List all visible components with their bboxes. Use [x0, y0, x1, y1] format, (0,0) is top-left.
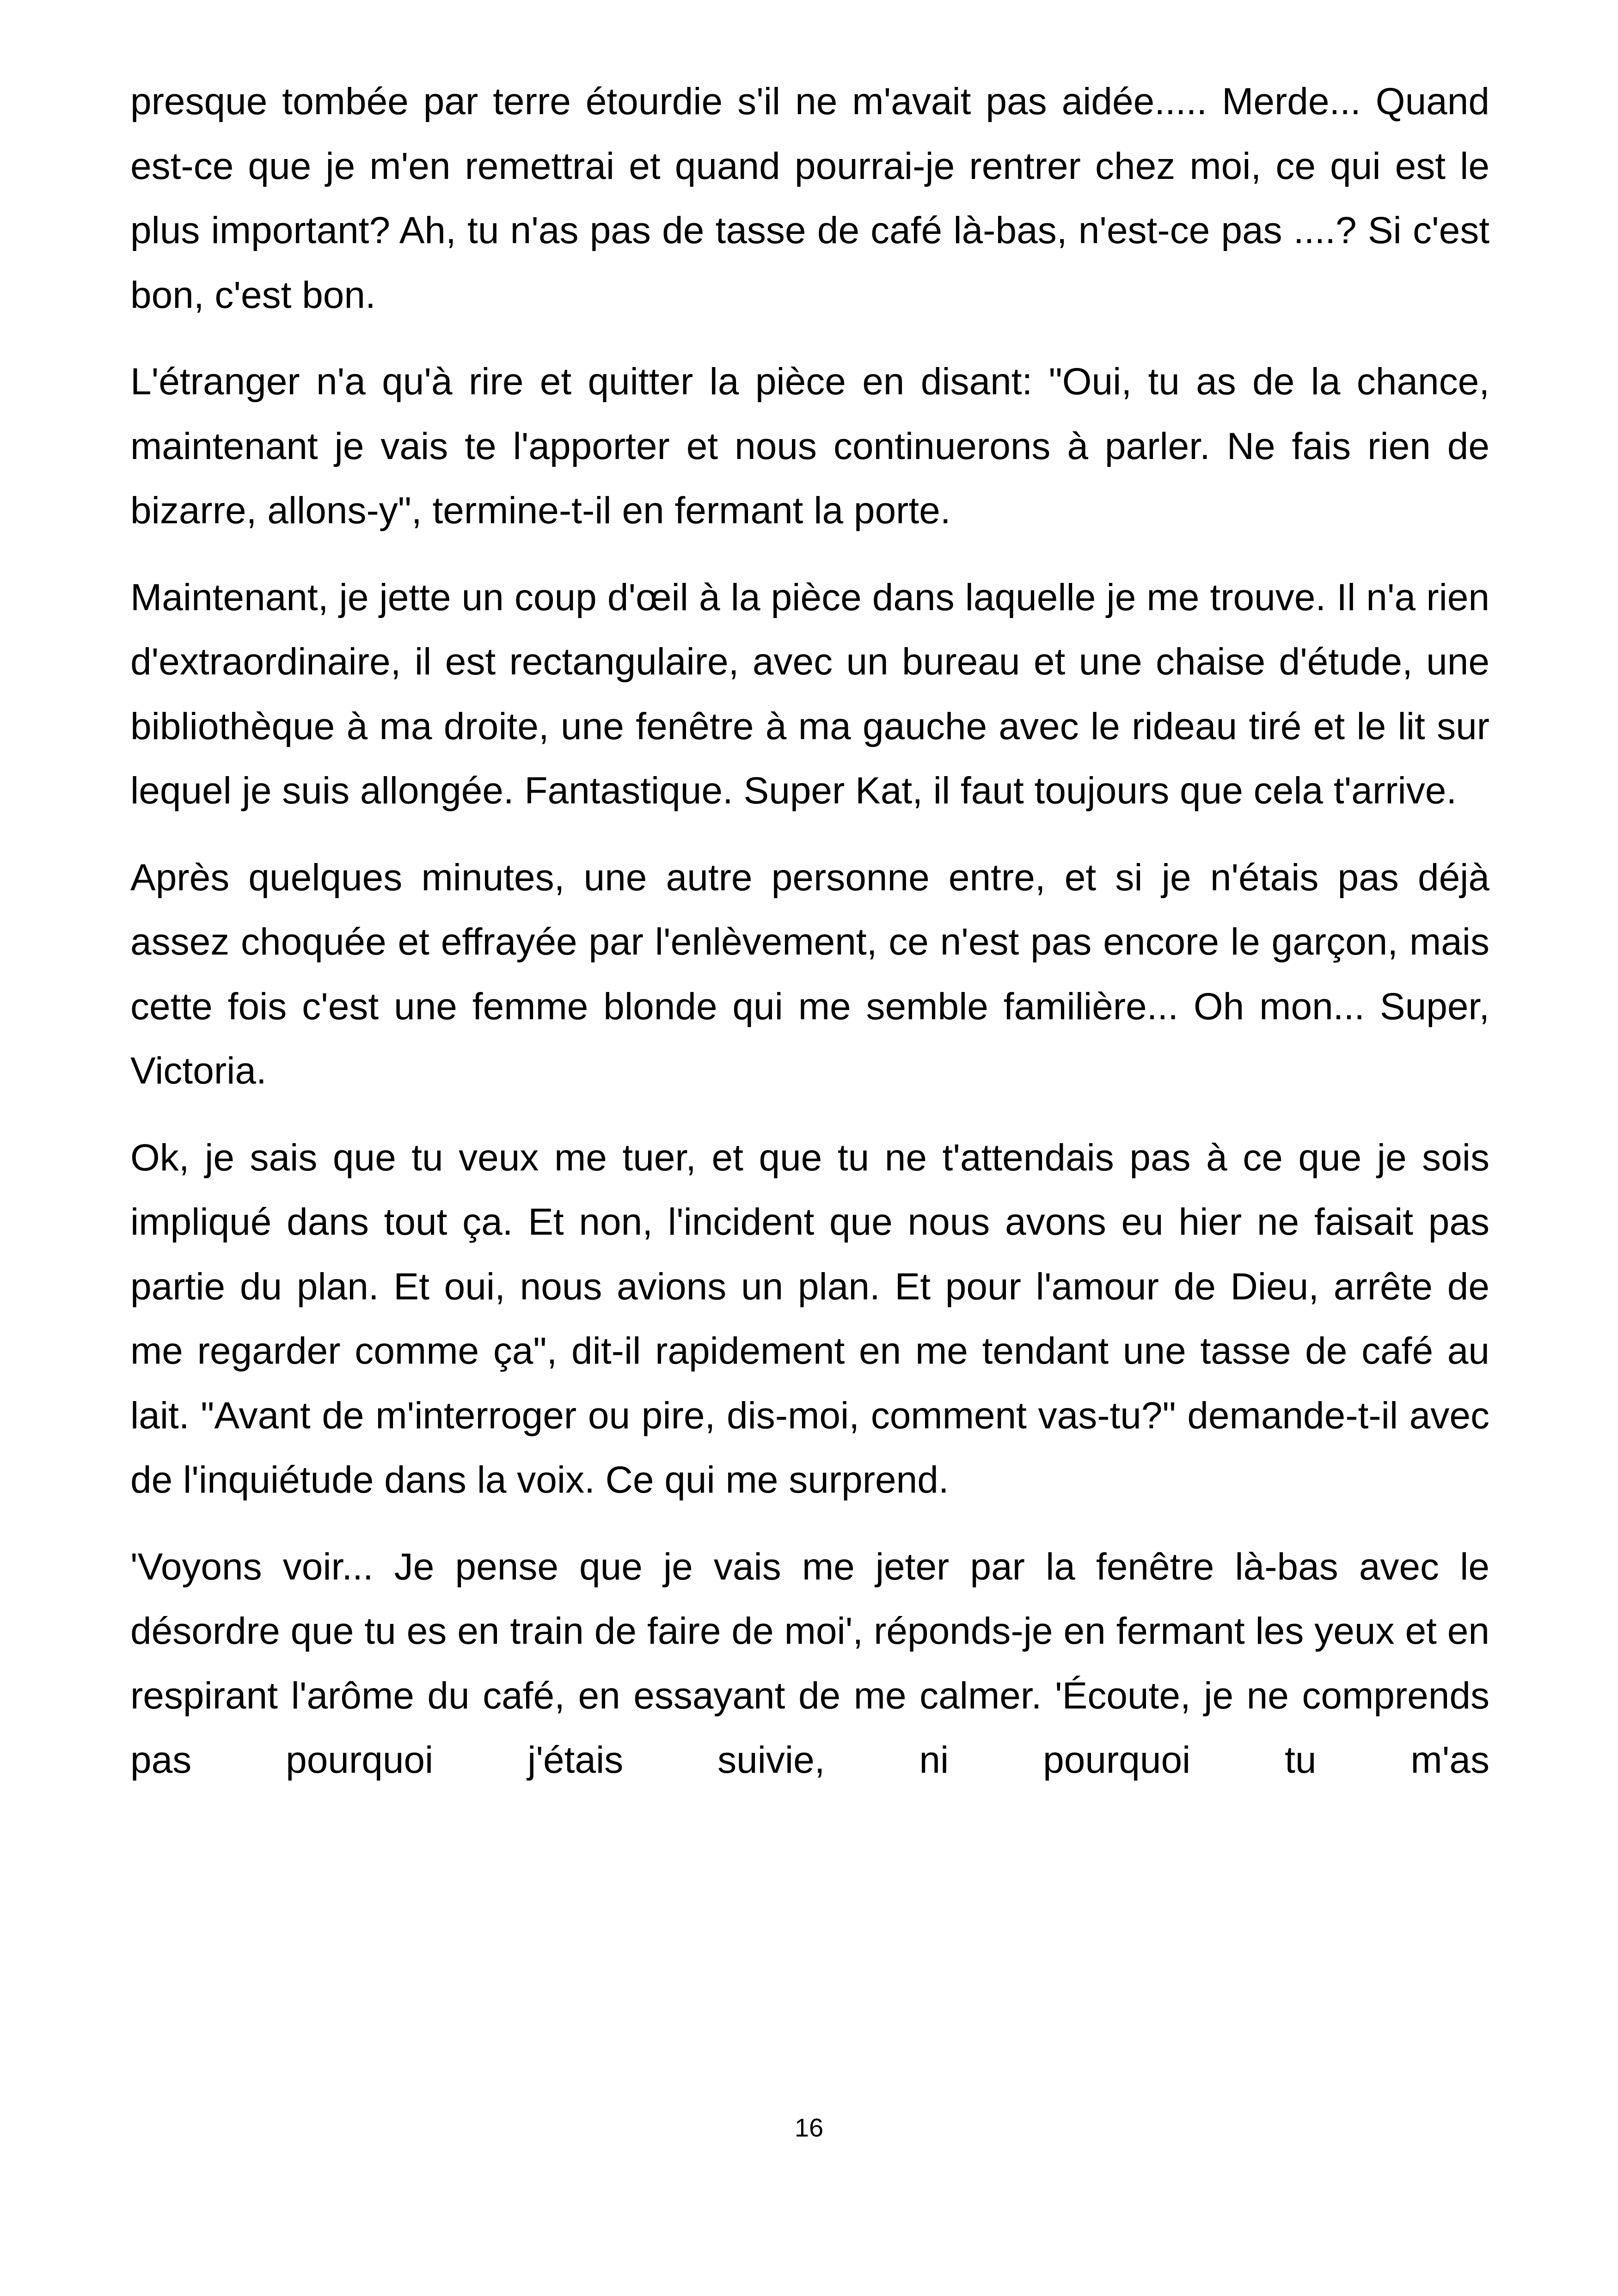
paragraph-1: presque tombée par terre étourdie s'il ne m'avait pas aidée..... Merde... Quand est-ce que je m'en remettrai et quand pourrai-je rentrer chez moi, ce qui est le plus important? Ah, tu n'as pas de tasse de café là-bas, n'est-ce pas ....? Si c'est bon, c'est bon. — [130, 80, 1489, 316]
page-number: 16 — [794, 2113, 824, 2142]
paragraph-4: Après quelques minutes, une autre personne entre, et si je n'étais pas déjà assez choquée et effrayée par l'enlèvement, ce n'est pas encore le garçon, mais cette fois c'est une femme blonde qui me semble familière... Oh mon... Super, Victoria. — [130, 856, 1489, 1092]
paragraph-6: 'Voyons voir... Je pense que je vais me jeter par la fenêtre là-bas avec le désordre que tu es en train de faire de moi', réponds-je en fermant les yeux et en respirant l'arôme du café, en essayant de me calmer. 'Écoute, je ne comprends pas pourquoi j'étais suivie, ni pourquoi tu m'as — [130, 1545, 1489, 1781]
paragraph-5: Ok, je sais que tu veux me tuer, et que tu ne t'attendais pas à ce que je sois impliqué dans tout ça. Et non, l'incident que nous avons eu hier ne faisait pas partie du plan. Et oui, nous avions un plan. Et pour l'amour de Dieu, arrête de me regarder comme ça", dit-il rapidement en me tendant une tasse de café au lait. "Avant de m'interroger ou pire, dis-moi, comment vas-tu?" demande-t-il avec de l'inquiétude dans la voix. Ce qui me surprend. — [130, 1136, 1489, 1501]
paragraph-3: Maintenant, je jette un coup d'œil à la pièce dans laquelle je me trouve. Il n'a rien d'extraordinaire, il est rectangulaire, avec un bureau et une chaise d'étude, une bibliothèque à ma droite, une fenêtre à ma gauche avec le rideau tiré et le lit sur lequel je suis allongée. Fantastique. Super Kat, il faut toujours que cela t'arrive. — [130, 576, 1489, 812]
paragraph-2: L'étranger n'a qu'à rire et quitter la pièce en disant: "Oui, tu as de la chance, maintenant je vais te l'apporter et nous continuerons à parler. Ne fais rien de bizarre, allons-y", termine-t-il en fermant la porte. — [130, 361, 1489, 532]
body-text — [130, 69, 1489, 1815]
